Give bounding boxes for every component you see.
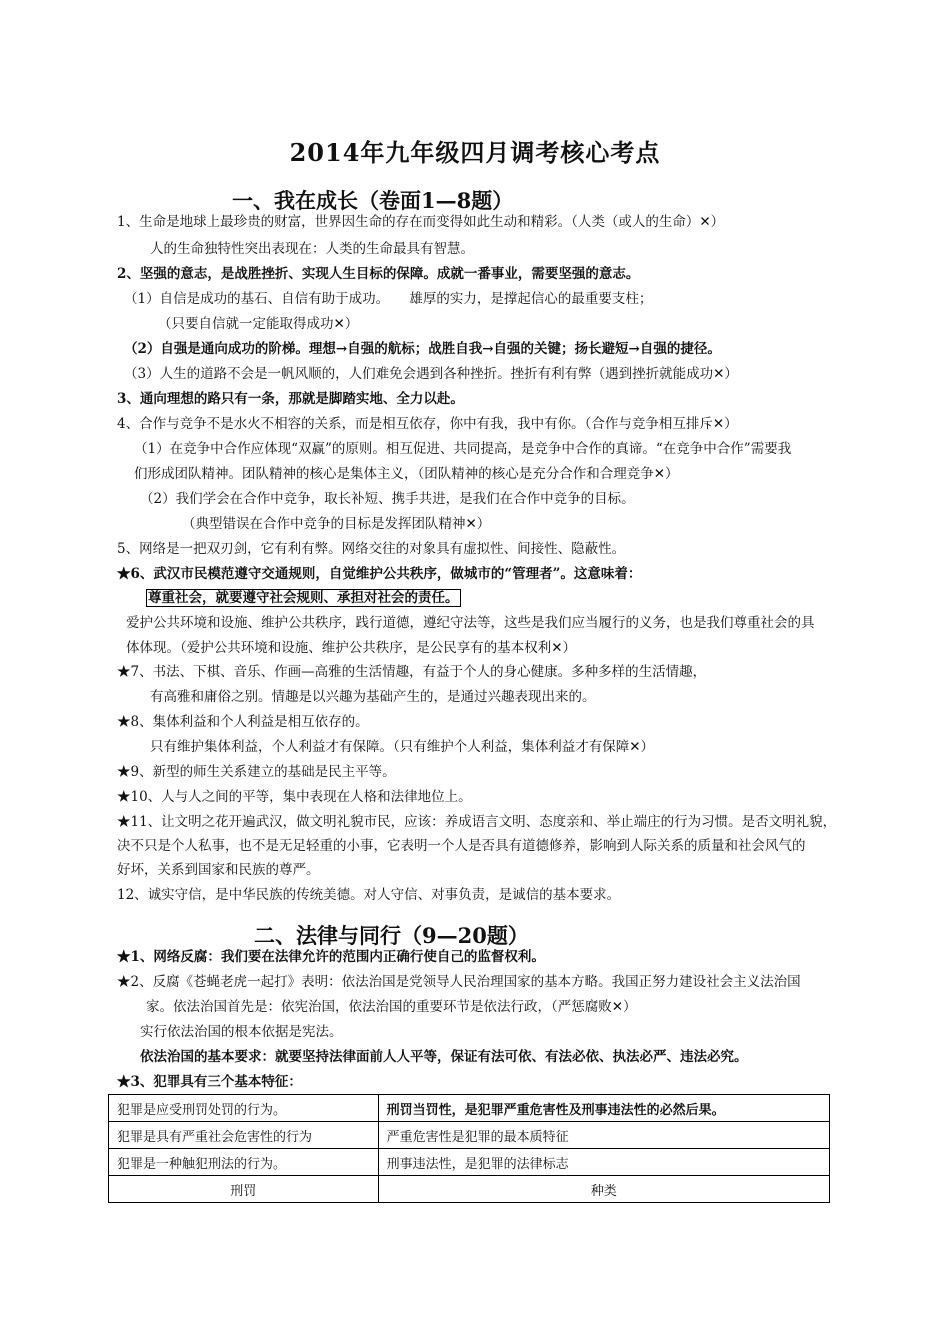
section-heading-2: 二、法律与同行（9—20题）: [254, 923, 529, 948]
item-4: 4、合作与竞争不是水火不相容的关系，而是相互依存，你中有我，我中有你。（合作与竞争相互排斥✕）: [117, 416, 738, 432]
page-title: 2014年九年级四月调考核心考点: [289, 138, 661, 167]
table-cell: 犯罪是应受刑罚处罚的行为。: [109, 1095, 379, 1122]
item-6-detail-cont: 体体现。（爱护公共环境和设施、维护公共秩序，是公民享有的基本权利✕）: [126, 640, 577, 656]
item-4-1-cont: 们形成团队精神。团队精神的核心是集体主义，（团队精神的核心是充分合作和合理竞争✕）: [134, 466, 679, 482]
table-cell: 刑罚当罚性，是犯罪严重危害性及刑事违法性的必然后果。: [378, 1095, 829, 1122]
law-item-2-requirement: 依法治国的基本要求：就要坚持法律面前人人平等，保证有法可依、有法必依、执法必严、违法必究。: [140, 1049, 748, 1065]
item-7: ★7、书法、下棋、音乐、作画—高雅的生活情趣，有益于个人的身心健康。多种多样的生活情趣，: [117, 664, 707, 680]
table-header-row: [109, 1176, 830, 1203]
section-heading-1: 一、我在成长（卷面1—8题）: [232, 188, 514, 213]
item-2: 2、坚强的意志，是战胜挫折、实现人生目标的保障。成就一番事业，需要坚强的意志。: [117, 266, 640, 282]
law-item-3: ★3、犯罪具有三个基本特征：: [117, 1074, 302, 1090]
item-6-detail: 爱护公共环境和设施、维护公共秩序，践行道德，遵纪守法等，这些是我们应当履行的义务，也是我们尊重社会的具: [126, 615, 815, 631]
law-item-2-cont: 家。依法治国首先是：依宪治国，依法治国的重要环节是依法行政，（严惩腐败✕）: [146, 999, 637, 1015]
item-2-2: （2）自强是通向成功的阶梯。理想→自强的航标；战胜自我→自强的关键；扬长避短→自强的捷径。: [124, 341, 721, 357]
table-cell: 犯罪是一种触犯刑法的行为。: [109, 1149, 379, 1176]
item-12: 12、诚实守信，是中华民族的传统美德。对人守信、对事负责，是诚信的基本要求。: [117, 887, 621, 903]
item-2-1: （1）自信是成功的基石、自信有助于成功。 雄厚的实力，是撑起信心的最重要支柱；: [124, 291, 653, 307]
item-6: ★6、武汉市民模范遵守交通规则，自觉维护公共秩序，做城市的“管理者”。这意味着：: [117, 566, 642, 582]
item-11-cont-2: 好坏，关系到国家和民族的尊严。: [117, 862, 320, 878]
crime-features-table: [108, 1094, 830, 1203]
law-item-2: ★2、反腐《苍蝇老虎一起打》表明：依法治国是党领导人民治理国家的基本方略。我国正努力建设社会主义法治国: [117, 974, 801, 990]
item-3: 3、通向理想的路只有一条，那就是脚踏实地、全力以赴。: [117, 391, 464, 407]
table-header-cell: 种类: [378, 1176, 829, 1203]
table-row: [109, 1122, 830, 1149]
item-1-note: 人的生命独特性突出表现在：人类的生命最具有智慧。: [150, 241, 474, 257]
item-9: ★9、新型的师生关系建立的基础是民主平等。: [117, 764, 396, 780]
law-item-1: ★1、网络反腐：我们要在法律允许的范围内正确行使自己的监督权利。: [117, 949, 545, 965]
item-6-answer-box: 尊重社会，就要遵守社会规则、承担对社会的责任。: [148, 590, 459, 606]
item-4-1: （1）在竞争中合作应体现“双赢”的原则。相互促进、共同提高，是竞争中合作的真谛。“在竞争中合作”需要我: [134, 441, 792, 457]
item-7-cont: 有高雅和庸俗之别。情趣是以兴趣为基础产生的，是通过兴趣表现出来的。: [150, 689, 596, 705]
law-item-2-basis: 实行依法治国的根本依据是宪法。: [140, 1024, 343, 1040]
item-2-1-error: （只要自信就一定能取得成功✕）: [158, 316, 359, 332]
table-row: [109, 1095, 830, 1122]
table-cell: 严重危害性是犯罪的最本质特征: [378, 1122, 829, 1149]
table-header-cell: 刑罚: [109, 1176, 379, 1203]
item-1: 1、生命是地球上最珍贵的财富，世界因生命的存在而变得如此生动和精彩。（人类（或人的生命）✕）: [117, 214, 725, 230]
item-8: ★8、集体利益和个人利益是相互依存的。: [117, 714, 369, 730]
item-4-2-error: （典型错误在合作中竞争的目标是发挥团队精神✕）: [182, 516, 491, 532]
item-2-3: （3）人生的道路不会是一帆风顺的，人们难免会遇到各种挫折。挫折有利有弊（遇到挫折就能成功✕）: [124, 366, 738, 382]
table-row: [109, 1149, 830, 1176]
table-cell: 犯罪是具有严重社会危害性的行为: [109, 1122, 379, 1149]
item-10: ★10、人与人之间的平等，集中表现在人格和法律地位上。: [117, 789, 472, 805]
item-5: 5、网络是一把双刃剑，它有利有弊。网络交往的对象具有虚拟性、间接性、隐蔽性。: [117, 541, 626, 557]
table-cell: 刑事违法性，是犯罪的法律标志: [378, 1149, 829, 1176]
item-11: ★11、让文明之花开遍武汉，做文明礼貌市民，应该：养成语言文明、态度亲和、举止端庄的行为习惯。是否文明礼貌，: [117, 814, 837, 830]
item-8-cont: 只有维护集体利益，个人利益才有保障。（只有维护个人利益，集体利益才有保障✕）: [150, 739, 655, 755]
item-11-cont-1: 决不只是个人私事，也不是无足轻重的小事，它表明一个人是否具有道德修养，影响到人际关系的质量和社会风气的: [117, 838, 806, 854]
item-4-2: （2）我们学会在合作中竞争，取长补短、携手共进，是我们在合作中竞争的目标。: [140, 491, 635, 507]
item-6-answer: [146, 588, 461, 608]
